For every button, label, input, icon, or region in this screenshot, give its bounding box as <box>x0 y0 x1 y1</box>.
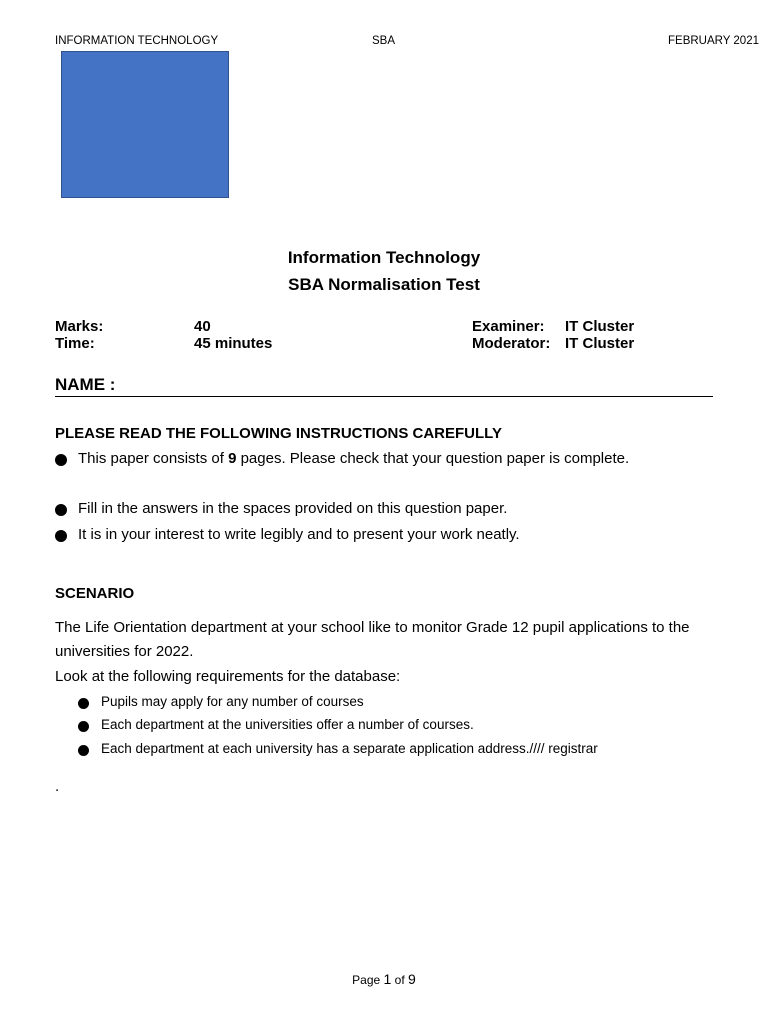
header-left-text: INFORMATION TECHNOLOGY <box>55 35 219 47</box>
marks-value: 40 <box>194 318 211 335</box>
page-footer <box>0 971 768 988</box>
bullet-icon <box>55 530 67 542</box>
requirement-text: Pupils may apply for any number of courses <box>101 694 364 709</box>
examiner-value: IT Cluster <box>565 318 635 335</box>
requirement-item <box>78 714 474 736</box>
requirement-item <box>78 691 364 713</box>
requirement-item <box>78 738 598 760</box>
logo-placeholder <box>61 51 229 198</box>
instruction-item-pages <box>55 447 665 471</box>
time-value: 45 minutes <box>194 335 273 352</box>
instruction-text: This paper consists of 9 pages. Please check that your question paper is complete. <box>78 450 630 467</box>
name-input-line[interactable] <box>55 396 713 397</box>
trailing-period: . <box>55 778 60 795</box>
bullet-icon <box>55 454 67 466</box>
scenario-paragraph: The Life Orientation department at your school like to monitor Grade 12 pupil applications to the universities for 2022. <box>55 619 690 660</box>
bullet-icon <box>78 698 89 709</box>
bullet-icon <box>78 745 89 756</box>
page-number: 1 <box>383 971 392 987</box>
requirement-text: Each department at each university has a separate application address.//// registrar <box>101 741 598 756</box>
instructions-heading: PLEASE READ THE FOLLOWING INSTRUCTIONS CAREFULLY <box>55 425 502 442</box>
page-total: 9 <box>408 971 416 987</box>
name-label: NAME : <box>55 375 116 394</box>
moderator-value: IT Cluster <box>565 335 635 352</box>
page-word: Page <box>352 973 384 987</box>
scenario-heading: SCENARIO <box>55 585 135 602</box>
moderator-label: Moderator: <box>472 335 551 352</box>
scenario-lead: Look at the following requirements for the database: <box>55 668 401 685</box>
header-right-text: FEBRUARY 2021 <box>668 35 759 47</box>
examiner-label: Examiner: <box>472 318 545 335</box>
bullet-icon <box>55 504 67 516</box>
document-subtitle: SBA Normalisation Test <box>288 275 480 294</box>
time-label: Time: <box>55 335 95 352</box>
document-title: Information Technology <box>287 248 481 267</box>
of-word: of <box>391 973 409 987</box>
instruction-text: It is in your interest to write legibly and to present your work neatly. <box>78 526 520 543</box>
bullet-icon <box>78 721 89 732</box>
instruction-item-legibly <box>55 523 665 547</box>
page-count: 9 <box>228 450 237 467</box>
marks-label: Marks: <box>55 318 104 335</box>
instruction-text: Fill in the answers in the spaces provided on this question paper. <box>78 500 508 517</box>
requirement-text: Each department at the universities offer a number of courses. <box>101 717 474 732</box>
header-center-text: SBA <box>372 35 396 47</box>
instruction-item-answers <box>55 497 665 521</box>
